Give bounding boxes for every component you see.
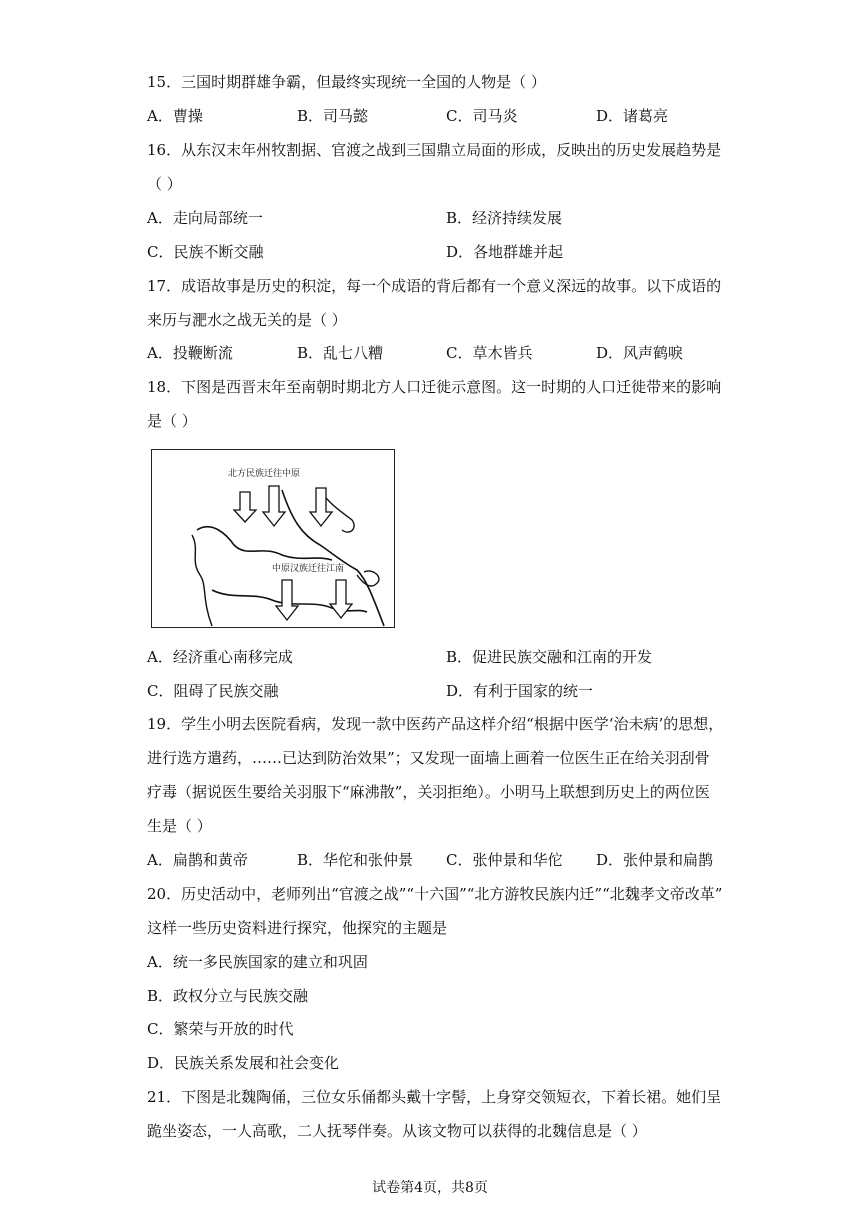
q19-stem-line2: 进行选方遣药，……已达到防治效果”；又发现一面墙上画着一位医生正在给关羽刮骨 (147, 749, 710, 767)
q17-stem-line1: 17．成语故事是历史的积淀，每一个成语的背后都有一个意义深远的故事。以下成语的 (147, 277, 722, 295)
q16-stem-line1: 16．从东汉末年州牧割据、官渡之战到三国鼎立局面的形成，反映出的历史发展趋势是 (147, 141, 722, 159)
q19-option-d: D．张仲景和扁鹊 (596, 851, 714, 869)
map-west-border (192, 535, 212, 626)
q21-stem-line2: 跪坐姿态，一人高歌，二人抚琴伴奏。从该文物可以获得的北魏信息是（ ） (147, 1122, 647, 1140)
q19-option-c: C．张仲景和华佗 (446, 851, 563, 869)
q17-option-d: D．风声鹤唳 (596, 344, 684, 362)
q18-option-d: D．有利于国家的统一 (446, 682, 594, 700)
q21-stem-line1: 21．下图是北魏陶俑，三位女乐俑都头戴十字髻，上身穿交领短衣，下着长裙。她们呈 (147, 1088, 722, 1106)
q16-stem-line2: （ ） (147, 175, 182, 193)
map-yellow-river (197, 527, 332, 560)
migration-map-drawing (152, 450, 394, 627)
q15-option-c: C．司马炎 (446, 107, 518, 125)
q18-stem-line2: 是（ ） (147, 412, 197, 430)
q15-option-a: A．曹操 (147, 107, 203, 125)
q20-option-d: D．民族关系发展和社会变化 (147, 1054, 340, 1072)
q18-option-b: B．促进民族交融和江南的开发 (446, 648, 653, 666)
q20-option-a: A．统一多民族国家的建立和巩固 (147, 953, 368, 971)
q17-option-c: C．草木皆兵 (446, 344, 533, 362)
arrow-south-2 (330, 580, 352, 618)
q18-option-a: A．经济重心南移完成 (147, 648, 293, 666)
q15-option-b: B．司马懿 (297, 107, 369, 125)
q20-stem-line2: 这样一些历史资料进行探究，他探究的主题是 (147, 919, 448, 937)
q20-stem-line1: 20．历史活动中，老师列出“官渡之战”“十六国”“北方游牧民族内迁”“北魏孝文帝改革” (147, 885, 723, 903)
arrow-north-3 (310, 488, 332, 526)
q19-stem-line4: 生是（ ） (147, 817, 212, 835)
q20-option-c: C．繁荣与开放的时代 (147, 1020, 294, 1038)
migration-map (151, 449, 395, 628)
q18-stem-line1: 18．下图是西晋末年至南朝时期北方人口迁徙示意图。这一时期的人口迁徙带来的影响 (147, 378, 722, 396)
q15-stem: 15．三国时期群雄争霸，但最终实现统一全国的人物是（ ） (147, 73, 546, 91)
q16-option-b: B．经济持续发展 (446, 209, 563, 227)
q18-option-c: C．阻碍了民族交融 (147, 682, 279, 700)
q17-stem-line2: 来历与淝水之战无关的是（ ） (147, 311, 347, 329)
q17-option-b: B．乱七八糟 (297, 344, 384, 362)
arrow-north-2 (263, 486, 285, 526)
arrow-north-1 (234, 492, 256, 522)
q19-stem-line1: 19．学生小明去医院看病，发现一款中医药产品这样介绍“根据中医学‘治未病’的思想， (147, 715, 724, 733)
q19-option-b: B．华佗和张仲景 (297, 851, 414, 869)
page-footer: 试卷第4页，共8页 (372, 1180, 488, 1196)
q16-option-d: D．各地群雄并起 (446, 243, 564, 261)
q19-stem-line3: 疗毒（据说医生要给关羽服下“麻沸散”，关羽拒绝）。小明马上联想到历史上的两位医 (147, 783, 710, 801)
q16-option-a: A．走向局部统一 (147, 209, 263, 227)
q15-option-d: D．诸葛亮 (596, 107, 669, 125)
q17-option-a: A．投鞭断流 (147, 344, 233, 362)
arrow-south-1 (276, 580, 298, 620)
map-label-north: 北方民族迁往中原 (228, 469, 301, 479)
q16-option-c: C．民族不断交融 (147, 243, 264, 261)
q19-option-a: A．扁鹊和黄帝 (147, 851, 248, 869)
q20-option-b: B．政权分立与民族交融 (147, 987, 309, 1005)
map-label-south: 中原汉族迁往江南 (272, 564, 345, 574)
